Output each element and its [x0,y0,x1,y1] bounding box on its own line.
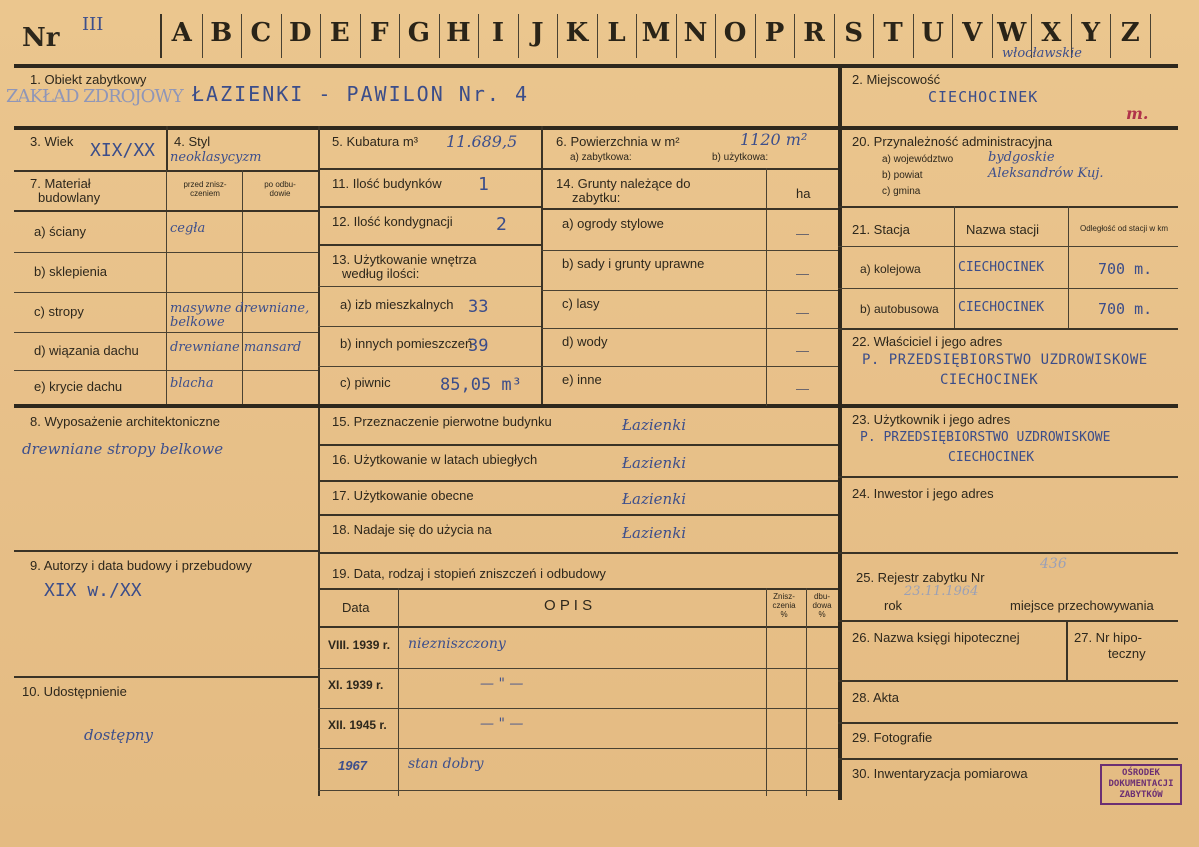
letter-index-item: P [764,18,785,48]
f25-place: miejsce przechowywania [1010,598,1154,613]
rule [318,748,838,749]
rule [14,126,1178,130]
letter-index-item: E [329,18,350,48]
rule [166,126,168,170]
f19-row-desc: niezniszczony [408,636,506,652]
f7-row-label: c) stropy [34,304,84,319]
f13-label-2: według ilości: [342,266,420,281]
rule [557,14,558,58]
rule [320,14,321,58]
f7-row-label: a) ściany [34,224,87,239]
f20-row-value: Aleksandrów Kuj. [988,166,1104,181]
rule [318,286,541,287]
f14-row-label: c) lasy [562,296,600,311]
archive-stamp [1100,764,1182,805]
letter-index-item: V [962,18,983,48]
f6-label: 6. Powierzchnia w m² [556,134,680,149]
letter-index-item: M [641,18,671,48]
rule [838,758,1178,760]
f2-value: CIECHOCINEK [928,88,1039,106]
f28-label: 28. Akta [852,690,899,705]
rule [318,480,838,482]
f25-rok: 23.11.1964 [904,584,979,599]
stamp-line: DOKUMENTACJI [1108,779,1174,789]
rule [1066,620,1068,680]
f6-value: 1120 m² [740,130,808,149]
rule [838,552,1178,554]
rule [755,14,756,58]
rule [636,14,637,58]
f14-row-value: — [796,305,809,320]
f20-row-label: c) gmina [882,186,921,197]
rule [518,14,519,58]
f20-row-label: a) województwo [882,154,954,165]
f1-value: ŁAZIENKI - PAWILON Nr. 4 [192,82,529,106]
f19-row-date: VIII. 1939 r. [328,638,391,652]
f9-value: XIX w./XX [44,580,142,601]
f4-label: 4. Styl [174,134,211,149]
f8-value: drewniane stropy belkowe [22,440,224,458]
letter-index-item: O [723,18,747,48]
letter-index-item: F [370,18,389,48]
rule [1110,14,1111,58]
letter-index-item: T [883,18,903,48]
f2-mark: m. [1126,104,1149,123]
f14-label-1: 14. Grunty należące do [556,176,691,191]
f7-row-value: blacha [170,376,214,391]
f25-nr: 436 [1040,556,1067,572]
f25-rok-label: rok [884,598,903,613]
f7-row-value: drewniane mansard [170,340,302,355]
f21-row-label: a) kolejowa [860,262,921,276]
f14-row-value: — [796,381,809,396]
rule [478,14,479,58]
rule [14,370,318,371]
f18-label: 18. Nadaje się do użycia na [332,522,492,537]
f19-row-desc: — " — [480,716,524,732]
f10-value: dostępny [84,726,153,744]
f14-row-value: — [796,266,809,281]
f8-label: 8. Wyposażenie architektoniczne [30,414,220,429]
f13-row-label: c) piwnic [340,375,391,390]
rule [766,168,767,406]
f16-value: Łazienki [622,454,687,472]
f14-row-value: — [796,343,809,358]
f22-line2: CIECHOCINEK [940,372,1039,388]
rule [838,206,1178,208]
f21-row-label: b) autobusowa [860,302,939,316]
f13-row-label: b) innych pomieszczeń [340,336,473,351]
rule [794,14,795,58]
f4-value: neoklasycyzm [170,150,262,165]
rule [715,14,716,58]
letters-note: włocławskie [1002,46,1082,61]
rule [873,14,874,58]
letter-index-item: R [803,18,825,48]
f20-row-label: b) powiat [882,170,923,181]
f22-label: 22. Właściciel i jego adres [852,334,1003,349]
f5-value: 11.689,5 [446,132,518,151]
f7-row-value: masywne drewniane, belkowe [170,301,310,330]
rule [318,326,541,327]
letter-index-item: N [683,18,708,48]
rule [834,14,835,58]
f20-row-value: bydgoskie [988,150,1055,165]
rule [992,14,993,58]
rule [838,288,1178,289]
rule [202,14,203,58]
f7-col-before: przed znisz- czeniem [183,180,227,198]
rule [838,476,1178,478]
rule [541,208,838,210]
f16-label: 16. Użytkowanie w latach ubiegłych [332,452,538,467]
rule [541,250,838,251]
f7-col-after: po odbu- dowie [264,180,296,198]
f19-col-desc: O P I S [544,597,593,614]
f23-line1: P. PRZEDSIĘBIORSTWO UZDROWISKOWE [860,430,1111,445]
rule [14,404,838,408]
rule [838,620,1178,622]
rule [14,210,318,212]
letter-index-item: K [565,18,589,48]
rule [14,292,318,293]
letter-index-item: X [1041,18,1062,48]
rule [952,14,953,58]
f19-row-date: XI. 1939 r. [328,678,384,692]
rule [14,252,318,253]
rule [318,444,838,446]
f12-label: 12. Ilość kondygnacji [332,214,453,229]
rule [676,14,677,58]
f21-label: 21. Stacja [852,222,910,237]
letter-index-item: C [250,18,272,48]
f27-label-1: 27. Nr hipo- [1074,630,1142,645]
nr-label: Nr [22,23,60,53]
f18-value: Łazienki [622,524,687,542]
f19-label: 19. Data, rodzaj i stopień zniszczeń i odbudowy [332,566,606,581]
f11-label: 11. Ilość budynków [332,176,442,191]
rule [541,366,838,367]
letter-index-item: S [844,18,863,48]
rule [318,626,838,628]
f7-row-label: b) sklepienia [34,264,107,279]
letter-index-item: Z [1120,18,1140,48]
rule [318,206,541,208]
f13-label-1: 13. Użytkowanie wnętrza [332,252,477,267]
rule [14,676,318,678]
rule [14,64,1178,68]
f19-row-desc: stan dobry [408,756,484,772]
rule [838,680,1178,682]
rule [399,14,400,58]
f21-col-dist: Odległość od stacji w km [1079,224,1169,233]
letter-index-item: B [210,18,233,48]
f30-label: 30. Inwentaryzacja pomiarowa [852,766,1028,781]
letter-index-item: H [446,18,471,48]
rule [14,550,318,552]
f25-label: 25. Rejestr zabytku Nr [856,570,985,585]
rule [318,244,541,246]
rule [838,404,1178,408]
f3-value: XIX/XX [90,140,156,161]
header-divider [160,14,162,58]
rule [439,14,440,58]
f21-row-dist: 700 m. [1098,260,1153,278]
f14-row-label: a) ogrody stylowe [562,216,664,231]
f19-col-date: Data [342,600,370,615]
f13-row-value: 39 [468,336,489,356]
rule [281,14,282,58]
f2-label: 2. Miejscowość [852,72,941,87]
rule [597,14,598,58]
rule [806,588,807,796]
rule [954,206,955,328]
rule [318,790,838,791]
f17-value: Łazienki [622,490,687,508]
f27-label-2: teczny [1108,646,1146,661]
nr-value: III [82,14,104,35]
f19-row-date: 1967 [338,758,367,773]
rule [318,668,838,669]
rule [1068,206,1069,328]
f29-label: 29. Fotografie [852,730,933,745]
f20-label: 20. Przynależność administracyjna [852,134,1053,149]
letter-index-item: U [921,18,944,48]
rule [14,332,318,333]
f26-label: 26. Nazwa księgi hipotecznej [852,630,1020,645]
f21-row-name: CIECHOCINEK [958,300,1045,315]
f23-label: 23. Użytkownik i jego adres [852,412,1011,427]
rule [318,552,838,554]
rule [241,14,242,58]
letter-index-item: G [407,18,430,48]
f19-col-destr: Znisz- czenia % [772,592,796,619]
f15-label: 15. Przeznaczenie pierwotne budynku [332,414,552,429]
rule [318,126,320,796]
f10-label: 10. Udostępnienie [22,684,127,699]
f6-sub-a: a) zabytkowa: [570,152,632,163]
f9-label: 9. Autorzy i data budowy i przebudowy [30,558,252,573]
f12-value: 2 [496,214,507,235]
letter-index-item: I [491,18,504,48]
rule [398,588,399,796]
f14-row-label: d) wody [562,334,608,349]
rule [838,64,842,800]
f13-row-value: 85,05 m³ [440,375,522,395]
letter-index-item: Y [1081,18,1100,48]
stamp-line: OŚRODEK [1122,768,1160,778]
f7-label-1: 7. Materiał [30,176,91,191]
f14-row-label: e) inne [562,372,602,387]
f13-row-value: 33 [468,297,489,317]
rule [318,588,838,590]
f21-row-dist: 700 m. [1098,300,1153,318]
f7-row-value: cegła [170,221,206,236]
rule [318,514,838,516]
letter-index-item: W [997,18,1027,48]
rule [541,328,838,329]
f1-stamp: ZAKŁAD ZDROJOWY [6,86,183,107]
stamp-line: ZABYTKÓW [1119,790,1163,800]
f1-label: 1. Obiekt zabytkowy [30,72,147,87]
f15-value: Łazienki [622,416,687,434]
rule [360,14,361,58]
rule [318,708,838,709]
rule [541,290,838,291]
f24-label: 24. Inwestor i jego adres [852,486,994,501]
f14-label-2: zabytku: [572,190,621,205]
rule [766,588,767,796]
letter-index-item: D [289,18,312,48]
f14-row-value: — [796,226,809,241]
rule [913,14,914,58]
letter-index-item: A [171,18,192,48]
f14-row-label: b) sady i grunty uprawne [562,256,705,271]
f22-line1: P. PRZEDSIĘBIORSTWO UZDROWISKOWE [862,352,1148,368]
rule [838,328,1178,330]
rule [1150,14,1151,58]
f19-row-date: XII. 1945 r. [328,718,387,732]
f11-value: 1 [478,174,489,195]
f17-label: 17. Użytkowanie obecne [332,488,474,503]
letter-index-item: L [607,18,626,48]
f21-col-name: Nazwa stacji [966,222,1039,237]
f3-label: 3. Wiek [30,134,74,149]
f19-row-desc: — " — [480,676,524,692]
rule [318,366,541,367]
f21-row-name: CIECHOCINEK [958,260,1045,275]
f23-line2: CIECHOCINEK [948,450,1035,465]
rule [318,168,838,170]
f7-label-2: budowlany [38,190,101,205]
letter-index-item: J [531,18,544,48]
rule [838,722,1178,724]
f7-row-label: d) wiązania dachu [34,343,139,358]
f13-row-label: a) izb mieszkalnych [340,297,454,312]
rule [838,246,1178,247]
f7-row-label: e) krycie dachu [34,379,123,394]
f19-col-rebuild: dbu- dowa % [812,592,832,619]
f5-label: 5. Kubatura m³ [332,134,418,149]
f6-sub-b: b) użytkowa: [712,152,769,163]
f14-unit: ha [796,186,811,201]
